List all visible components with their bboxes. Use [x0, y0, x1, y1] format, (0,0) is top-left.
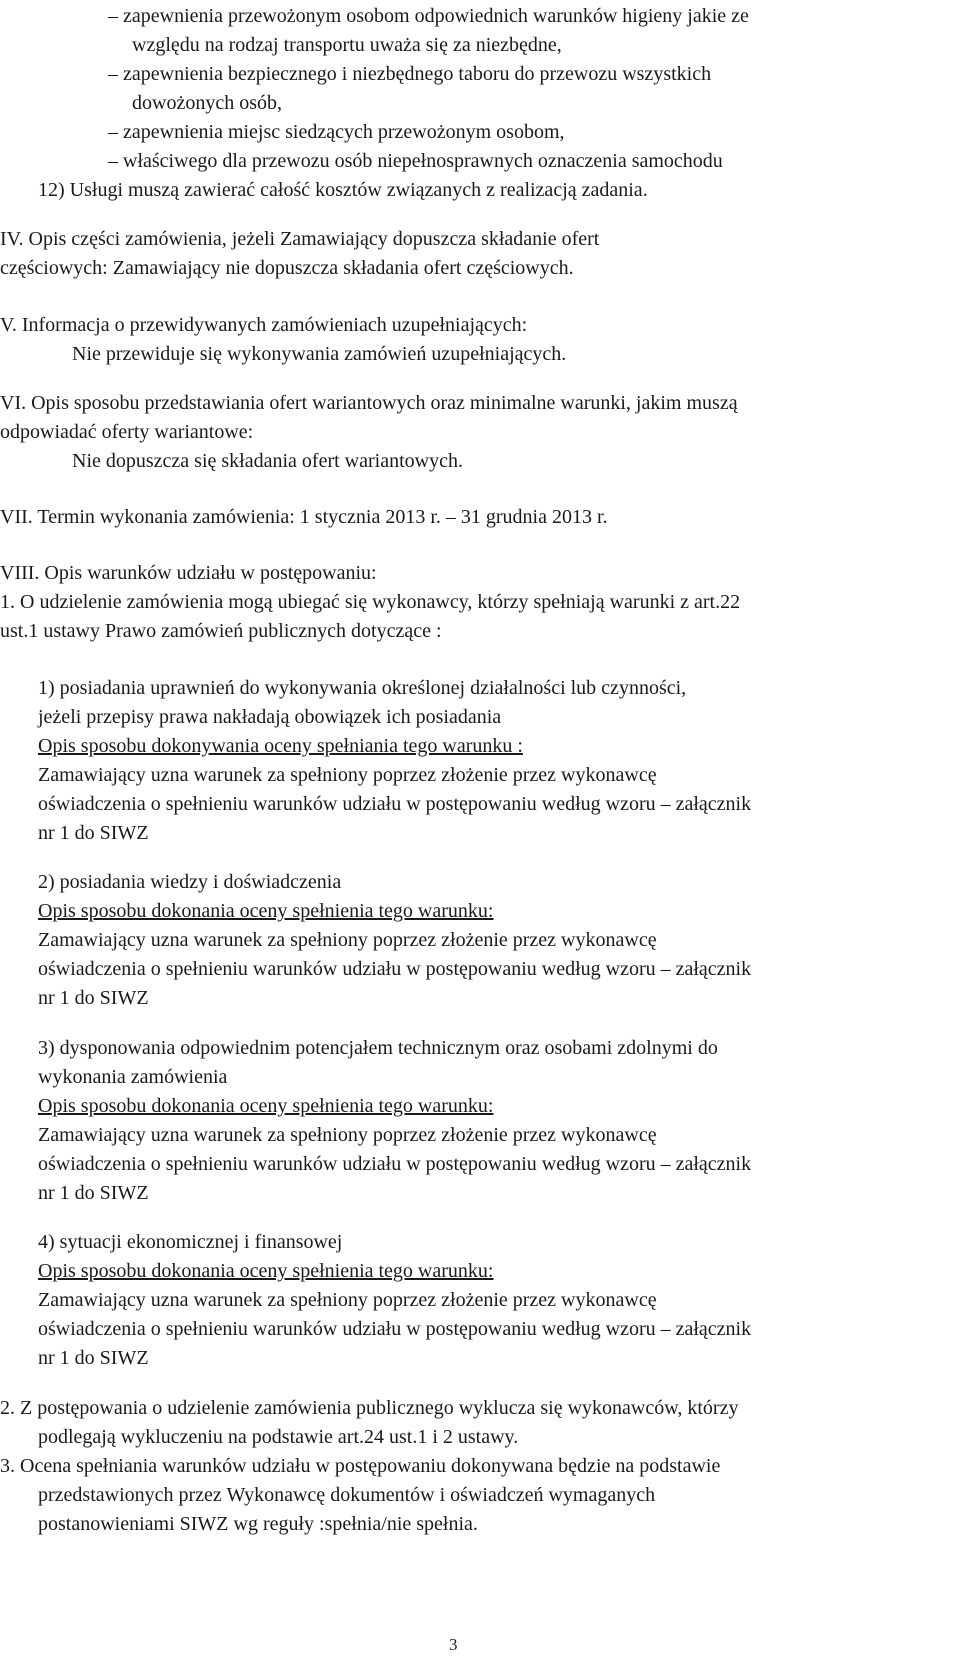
point-1-cont: ust.1 ustawy Prawo zamówień publicznych dotyczące : — [0, 620, 442, 642]
condition-title-cont: wykonania zamówienia — [38, 1066, 228, 1088]
condition-title-cont: jeżeli przepisy prawa nakładają obowiązek ich posiadania — [38, 706, 502, 728]
condition-body: oświadczenia o spełnieniu warunków udziału w postępowaniu według wzoru – załącznik — [38, 1153, 752, 1175]
condition-method: Opis sposobu dokonywania oceny spełniania tego warunku : — [38, 735, 523, 757]
condition-title: 1) posiadania uprawnień do wykonywania określonej działalności lub czynności, — [38, 677, 687, 699]
point-1: 1. O udzielenie zamówienia mogą ubiegać się wykonawcy, którzy spełniają warunki z art.22 — [0, 591, 741, 613]
point-2: 2. Z postępowania o udzielenie zamówienia publicznego wyklucza się wykonawców, którzy — [0, 1397, 739, 1419]
item-12: 12) Usługi muszą zawierać całość kosztów związanych z realizacją zadania. — [38, 179, 648, 201]
section-vi-heading: VI. Opis sposobu przedstawiania ofert wariantowych oraz minimalne warunki, jakim muszą — [0, 392, 738, 414]
condition-title: 2) posiadania wiedzy i doświadczenia — [38, 871, 342, 893]
section-viii-heading: VIII. Opis warunków udziału w postępowaniu: — [0, 562, 377, 584]
section-vi-text: Nie dopuszcza się składania ofert wariantowych. — [72, 450, 463, 472]
dash-item: – właściwego dla przewozu osób niepełnosprawnych oznaczenia samochodu — [108, 150, 723, 172]
page-number: 3 — [449, 1635, 458, 1654]
condition-body: Zamawiający uzna warunek za spełniony poprzez złożenie przez wykonawcę — [38, 929, 657, 951]
section-vii: VII. Termin wykonania zamówienia: 1 stycznia 2013 r. – 31 grudnia 2013 r. — [0, 506, 608, 528]
condition-body: nr 1 do SIWZ — [38, 987, 149, 1009]
section-iv-heading: IV. Opis części zamówienia, jeżeli Zamawiający dopuszcza składanie ofert — [0, 228, 600, 250]
condition-body: nr 1 do SIWZ — [38, 822, 149, 844]
condition-body: Zamawiający uzna warunek za spełniony poprzez złożenie przez wykonawcę — [38, 1124, 657, 1146]
condition-body: oświadczenia o spełnieniu warunków udziału w postępowaniu według wzoru – załącznik — [38, 1318, 752, 1340]
point-2-cont: podlegają wykluczeniu na podstawie art.24 ust.1 i 2 ustawy. — [38, 1426, 519, 1448]
section-v-heading: V. Informacja o przewidywanych zamówieniach uzupełniających: — [0, 314, 528, 336]
point-3-cont: postanowieniami SIWZ wg reguły :spełnia/nie spełnia. — [38, 1513, 478, 1535]
condition-body: nr 1 do SIWZ — [38, 1182, 149, 1204]
condition-body: oświadczenia o spełnieniu warunków udziału w postępowaniu według wzoru – załącznik — [38, 958, 752, 980]
condition-body: nr 1 do SIWZ — [38, 1347, 149, 1369]
section-vi-heading-cont: odpowiadać oferty wariantowe: — [0, 421, 254, 443]
condition-title: 4) sytuacji ekonomicznej i finansowej — [38, 1231, 343, 1253]
section-v-text: Nie przewiduje się wykonywania zamówień uzupełniających. — [72, 343, 567, 365]
condition-method: Opis sposobu dokonania oceny spełnienia tego warunku: — [38, 900, 494, 922]
point-3-cont: przedstawionych przez Wykonawcę dokumentów i oświadczeń wymaganych — [38, 1484, 656, 1506]
dash-item: – zapewnienia bezpiecznego i niezbędnego taboru do przewozu wszystkich — [108, 63, 712, 85]
dash-item: – zapewnienia przewożonym osobom odpowiednich warunków higieny jakie ze — [108, 5, 749, 27]
condition-body: Zamawiający uzna warunek za spełniony poprzez złożenie przez wykonawcę — [38, 764, 657, 786]
dash-item: – zapewnienia miejsc siedzących przewożonym osobom, — [108, 121, 565, 143]
condition-title: 3) dysponowania odpowiednim potencjałem technicznym oraz osobami zdolnymi do — [38, 1037, 718, 1059]
dash-item-cont: względu na rodzaj transportu uważa się za niezbędne, — [132, 34, 562, 56]
point-3: 3. Ocena spełniania warunków udziału w postępowaniu dokonywana będzie na podstawie — [0, 1455, 721, 1477]
condition-body: oświadczenia o spełnieniu warunków udziału w postępowaniu według wzoru – załącznik — [38, 793, 752, 815]
section-iv-text: częściowych: Zamawiający nie dopuszcza składania ofert częściowych. — [0, 257, 574, 279]
dash-item-cont: dowożonych osób, — [132, 92, 282, 114]
condition-method: Opis sposobu dokonania oceny spełnienia tego warunku: — [38, 1260, 494, 1282]
condition-method: Opis sposobu dokonania oceny spełnienia tego warunku: — [38, 1095, 494, 1117]
condition-body: Zamawiający uzna warunek za spełniony poprzez złożenie przez wykonawcę — [38, 1289, 657, 1311]
